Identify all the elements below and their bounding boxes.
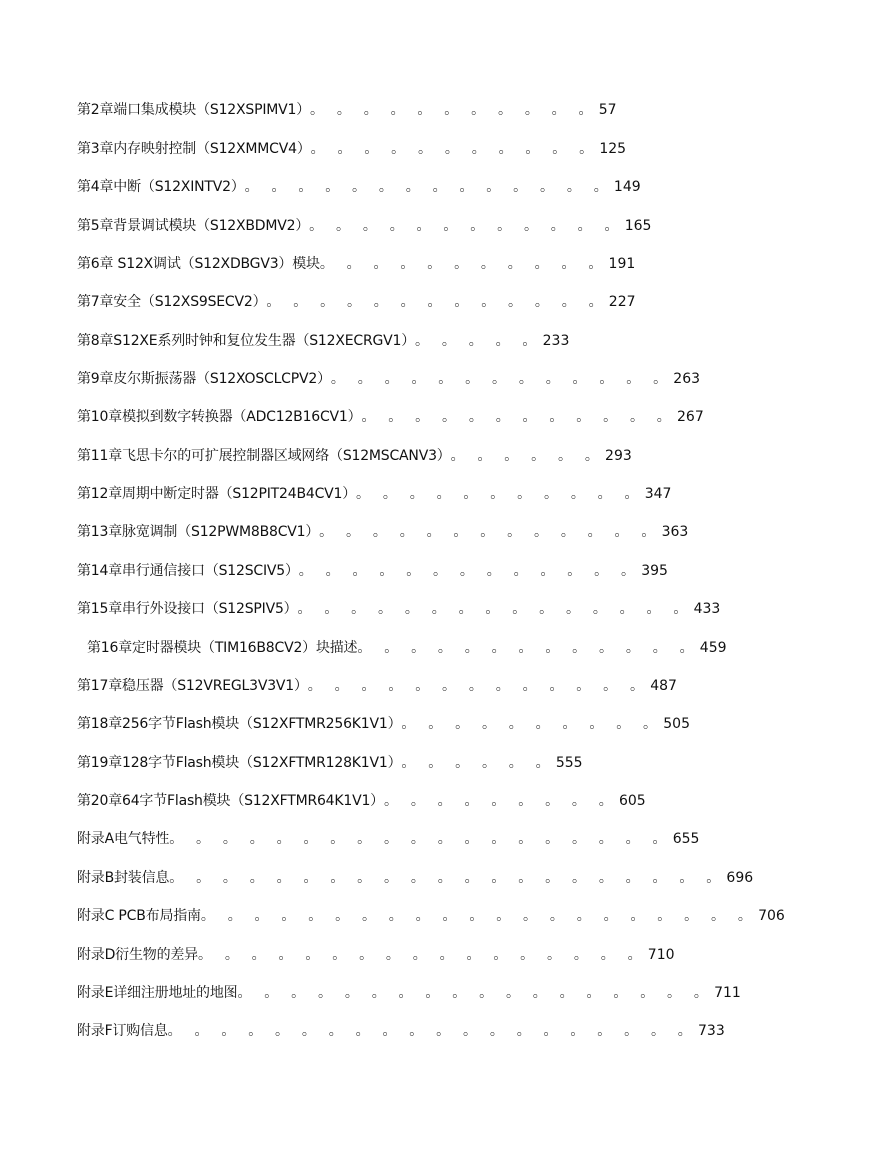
entry-title: 第6章 S12X调试（S12XDBGV3）模块 bbox=[77, 256, 320, 272]
entry-page-number: 149 bbox=[613, 179, 641, 195]
entry-leader: 。 。 。 。 。 。 。 。 。 。 。 bbox=[310, 141, 598, 157]
toc-entry[interactable] bbox=[77, 482, 671, 506]
entry-leader: 。 。 。 。 。 。 。 。 。 。 。 。 。 。 。 。 。 。 。 。 bbox=[167, 1023, 697, 1039]
toc-entry[interactable] bbox=[77, 597, 720, 621]
toc-entry[interactable] bbox=[77, 290, 636, 314]
entry-title: 第16章定时器模块（TIM16B8CV2）块描述 bbox=[87, 640, 358, 656]
entry-title: 第4章中断（S12XINTV2） bbox=[77, 179, 245, 195]
entry-leader: 。 。 。 。 。 。 。 。 。 。 。 。 bbox=[309, 218, 623, 234]
toc-entry[interactable] bbox=[77, 827, 699, 851]
entry-title: 第10章模拟到数字转换器（ADC12B16CV1） bbox=[77, 409, 362, 425]
toc-entry[interactable] bbox=[77, 943, 675, 967]
toc-entry[interactable] bbox=[77, 559, 668, 583]
entry-page-number: 711 bbox=[714, 985, 741, 1001]
entry-title: 附录C PCB布局指南 bbox=[77, 908, 201, 924]
toc-entry[interactable] bbox=[77, 98, 617, 122]
entry-page-number: 710 bbox=[647, 947, 675, 963]
entry-title: 附录D衍生物的差异 bbox=[77, 947, 198, 963]
entry-page-number: 293 bbox=[605, 448, 632, 464]
entry-page-number: 505 bbox=[663, 716, 690, 732]
entry-leader: 。 。 。 。 。 。 bbox=[450, 448, 604, 464]
entry-title: 第13章脉宽调制（S12PWM8B8CV1） bbox=[77, 524, 320, 540]
entry-title: 第3章内存映射控制（S12XMMCV4） bbox=[77, 141, 311, 157]
entry-page-number: 733 bbox=[698, 1023, 725, 1039]
toc-entry[interactable] bbox=[77, 904, 785, 928]
entry-title: 第2章端口集成模块（S12XSPIMV1） bbox=[77, 102, 311, 118]
toc-entry[interactable] bbox=[87, 636, 727, 660]
toc-entry[interactable] bbox=[77, 252, 635, 276]
toc-entry[interactable] bbox=[77, 367, 700, 391]
entry-title: 附录A电气特性 bbox=[77, 831, 170, 847]
entry-leader: 。 。 。 。 。 。 。 。 。 。 。 。 。 。 。 。 。 。 bbox=[237, 985, 713, 1001]
entry-leader: 。 。 。 。 。 。 。 。 。 。 。 。 。 bbox=[266, 294, 607, 310]
entry-leader: 。 。 。 。 。 。 。 。 。 。 。 。 。 bbox=[357, 640, 698, 656]
entry-leader: 。 。 。 。 。 。 。 。 。 。 。 。 。 。 。 。 。 。 。 。 。 bbox=[200, 908, 757, 924]
entry-leader: 。 。 。 。 。 。 。 。 。 。 。 。 。 。 bbox=[244, 179, 612, 195]
entry-title: 第12章周期中断定时器（S12PIT24B4CV1） bbox=[77, 486, 357, 502]
toc-entry[interactable] bbox=[77, 405, 704, 429]
entry-page-number: 191 bbox=[608, 256, 636, 272]
entry-page-number: 433 bbox=[693, 601, 721, 617]
entry-leader: 。 。 。 。 。 。 。 。 。 。 bbox=[401, 716, 662, 732]
toc-entry[interactable] bbox=[77, 1019, 725, 1043]
entry-page-number: 459 bbox=[699, 640, 727, 656]
entry-title: 第19章128字节Flash模块（S12XFTMR128K1V1） bbox=[77, 755, 402, 771]
entry-leader: 。 。 。 。 。 。 。 。 。 bbox=[383, 793, 617, 809]
entry-page-number: 347 bbox=[644, 486, 672, 502]
toc-entry[interactable] bbox=[77, 137, 626, 161]
toc-entry[interactable] bbox=[77, 674, 677, 698]
toc-entry[interactable] bbox=[77, 789, 646, 813]
toc-entry[interactable] bbox=[77, 981, 741, 1005]
entry-page-number: 655 bbox=[672, 831, 700, 847]
entry-page-number: 555 bbox=[555, 755, 583, 771]
entry-leader: 。 。 。 。 。 。 。 。 。 。 。 。 。 。 。 。 。 bbox=[197, 947, 646, 963]
entry-leader: 。 。 。 。 。 。 。 。 。 。 。 。 。 。 。 。 。 。 。 。 。 bbox=[169, 870, 725, 886]
entry-page-number: 605 bbox=[618, 793, 646, 809]
entry-leader: 。 。 。 。 。 。 。 。 。 。 。 。 。 。 。 。 。 。 。 bbox=[169, 831, 671, 847]
entry-page-number: 706 bbox=[758, 908, 785, 924]
entry-page-number: 267 bbox=[677, 409, 704, 425]
entry-page-number: 57 bbox=[598, 102, 617, 118]
toc-entry[interactable] bbox=[77, 444, 632, 468]
entry-title: 附录F订购信息 bbox=[77, 1023, 168, 1039]
entry-leader: 。 。 。 。 。 。 bbox=[401, 755, 554, 771]
entry-page-number: 696 bbox=[726, 870, 754, 886]
entry-leader: 。 。 。 。 。 bbox=[415, 333, 541, 349]
entry-title: 第20章64字节Flash模块（S12XFTMR64K1V1） bbox=[77, 793, 384, 809]
entry-page-number: 395 bbox=[641, 563, 668, 579]
entry-title: 附录E详细注册地址的地图 bbox=[77, 985, 238, 1001]
toc-entry[interactable] bbox=[77, 329, 569, 353]
entry-title: 第7章安全（S12XS9SECV2） bbox=[77, 294, 267, 310]
entry-leader: 。 。 。 。 。 。 。 。 。 。 。 bbox=[319, 256, 607, 272]
entry-leader: 。 。 。 。 。 。 。 。 。 。 。 。 。 。 。 bbox=[297, 601, 692, 617]
entry-title: 附录B封装信息 bbox=[77, 870, 170, 886]
entry-title: 第8章S12XE系列时钟和复位发生器（S12XECRGV1） bbox=[77, 333, 416, 349]
entry-title: 第11章飞思卡尔的可扩展控制器区域网络（S12MSCANV3） bbox=[77, 448, 451, 464]
toc-entry[interactable] bbox=[77, 866, 753, 890]
entry-page-number: 233 bbox=[542, 333, 570, 349]
entry-page-number: 227 bbox=[608, 294, 636, 310]
entry-page-number: 165 bbox=[624, 218, 652, 234]
entry-title: 第18章256字节Flash模块（S12XFTMR256K1V1） bbox=[77, 716, 402, 732]
entry-page-number: 263 bbox=[673, 371, 701, 387]
toc-entry[interactable] bbox=[77, 214, 651, 238]
toc-entry[interactable] bbox=[77, 751, 583, 775]
entry-page-number: 363 bbox=[661, 524, 689, 540]
entry-title: 第17章稳压器（S12VREGL3V3V1） bbox=[77, 678, 308, 694]
entry-title: 第14章串行通信接口（S12SCIV5） bbox=[77, 563, 299, 579]
entry-page-number: 125 bbox=[599, 141, 627, 157]
entry-title: 第9章皮尔斯振荡器（S12XOSCLCPV2） bbox=[77, 371, 331, 387]
toc-entry[interactable] bbox=[77, 520, 688, 544]
entry-leader: 。 。 。 。 。 。 。 。 。 。 。 。 bbox=[361, 409, 676, 425]
entry-title: 第15章串行外设接口（S12SPIV5） bbox=[77, 601, 298, 617]
toc-entry[interactable] bbox=[77, 712, 690, 736]
entry-leader: 。 。 。 。 。 。 。 。 。 。 。 bbox=[356, 486, 643, 502]
toc-entry[interactable] bbox=[77, 175, 641, 199]
entry-title: 第5章背景调试模块（S12XBDMV2） bbox=[77, 218, 310, 234]
entry-leader: 。 。 。 。 。 。 。 。 。 。 。 。 。 bbox=[307, 678, 649, 694]
entry-leader: 。 。 。 。 。 。 。 。 。 。 。 。 。 bbox=[330, 371, 672, 387]
entry-leader: 。 。 。 。 。 。 。 。 。 。 。 bbox=[310, 102, 597, 118]
entry-page-number: 487 bbox=[650, 678, 677, 694]
entry-leader: 。 。 。 。 。 。 。 。 。 。 。 。 。 bbox=[319, 524, 660, 540]
entry-leader: 。 。 。 。 。 。 。 。 。 。 。 。 。 bbox=[298, 563, 640, 579]
